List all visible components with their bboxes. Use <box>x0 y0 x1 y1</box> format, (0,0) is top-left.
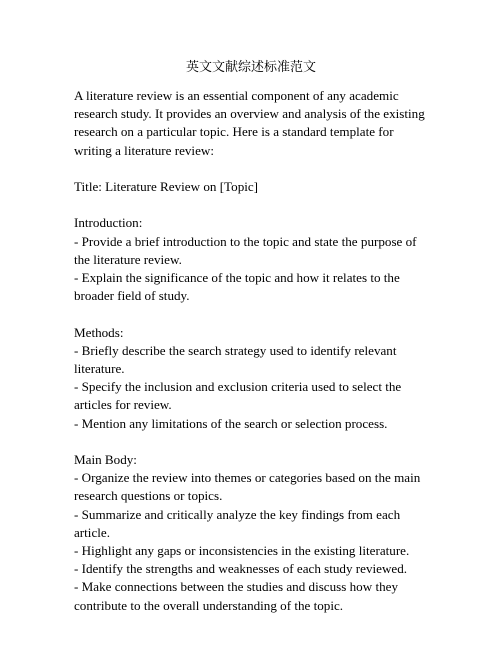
bullet-item: - Identify the strengths and weaknesses of each study reviewed. <box>74 561 408 577</box>
section-heading: Main Body: <box>74 452 137 467</box>
template-title: Title: Literature Review on [Topic] <box>74 179 259 194</box>
bullet-item: - Mention any limitations of the search or selection process. <box>74 415 388 431</box>
section-methods <box>74 324 434 433</box>
bullet-item: - Explain the significance of the topic and how it relates to the broader field of study. <box>74 270 400 304</box>
bullet-item: - Briefly describe the search strategy used to identify relevant literature. <box>74 342 397 376</box>
bullet-item: - Provide a brief introduction to the topic and state the purpose of the literature review. <box>74 233 417 267</box>
section-main-body <box>74 451 434 615</box>
document-body <box>74 87 434 633</box>
bullet-item: - Summarize and critically analyze the key findings from each article. <box>74 506 401 540</box>
section-heading: Introduction: <box>74 215 143 231</box>
intro-paragraph: A literature review is an essential component of any academic research study. It provides an overview and analysis of the existing research on a particular topic. Here is a standard template for writing a literature review: <box>74 88 425 158</box>
section-heading: Methods: <box>74 324 124 340</box>
bullet-item: - Highlight any gaps or inconsistencies in the existing literature. <box>74 543 410 559</box>
document-title: 英文文献综述标准范文 <box>185 59 316 74</box>
bullet-item: - Specify the inclusion and exclusion criteria used to select the articles for review. <box>74 379 402 413</box>
section-introduction <box>74 214 434 305</box>
bullet-item: - Organize the review into themes or categories based on the main research questions or topics. <box>74 470 421 504</box>
bullet-item: - Make connections between the studies and discuss how they contribute to the overall understanding of the topic. <box>74 579 398 613</box>
